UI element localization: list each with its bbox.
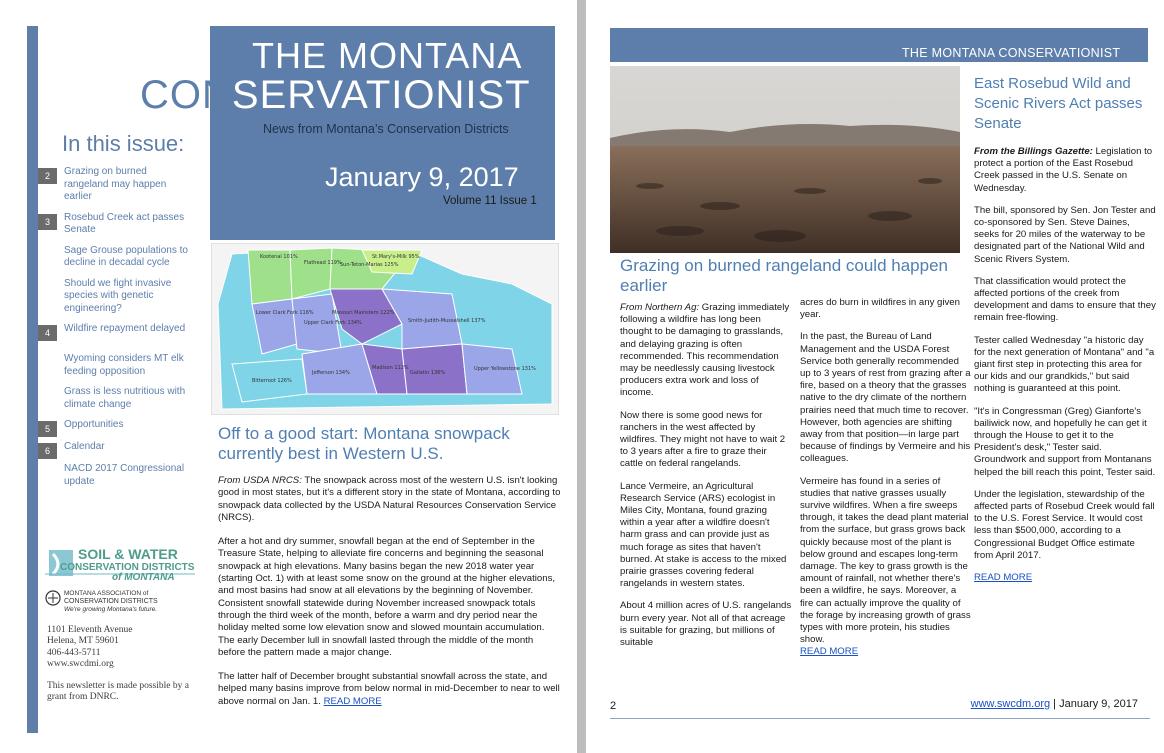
toc-item-label: Wildfire repayment delayed [64, 323, 186, 334]
newsletter-page-1 [0, 0, 577, 753]
grazing-paragraph: About 4 million acres of U.S. rangelands burn every year. Not all of that acreage is suitable for grazing, but millions of suitable [620, 600, 792, 649]
address-phone: 406-443-5711 [47, 647, 101, 658]
toc-item-label: Opportunities [64, 419, 124, 430]
page-number: 2 [610, 700, 617, 712]
toc-item-label: Should we fight invasive species with genetic engineering? [64, 277, 172, 314]
snowpack-paragraph [218, 475, 563, 524]
footer-info [971, 698, 1138, 710]
address-web: www.swcdmi.org [47, 658, 114, 669]
toc-item[interactable] [38, 353, 188, 378]
toc-item-label: Rosebud Creek act passes Senate [64, 211, 185, 235]
grazing-column-1 [620, 302, 792, 659]
grazing-text: Vermeire has found in a series of studies that native grasses usually survive wildfires. When a fire sweeps through, it takes the dead plant material from the surface, but grass grows back quickly because most of the plant is below ground and escapes long-term damage. The key to grass growth is the amount of rainfall, not whether there's been a wildfire, he says. Moreover, a fire can actually improve the quality of the forage by increasing growth of grass types with more protein, his studies show. [800, 475, 971, 646]
grazing-paragraph [620, 302, 792, 400]
grazing-paragraph: acres do burn in wildfires in any given year. [800, 297, 960, 321]
toc-page-number: 5 [38, 421, 57, 437]
toc-item[interactable] [38, 323, 188, 345]
grazing-paragraph [800, 476, 972, 647]
svg-text:Upper Yellowstone 131%: Upper Yellowstone 131% [474, 366, 536, 372]
snowpack-read-more-link[interactable]: READ MORE [323, 695, 382, 707]
rosebud-paragraph: The bill, sponsored by Sen. Jon Tester and co-sponsored by Sen. Steve Daines, seeks for 20 miles of the waterway to be designated part of the National Wild and Scenic Rivers System. [974, 204, 1156, 265]
toc-item-label: NACD 2017 Congressional update [64, 463, 185, 487]
page-gutter [577, 0, 586, 753]
rosebud-column [974, 146, 1156, 584]
address-street: 1101 Eleventh Avenue [47, 625, 133, 635]
toc-item[interactable] [38, 278, 188, 316]
svg-text:Madison 112%: Madison 112% [372, 365, 409, 371]
toc-page-number: 4 [38, 325, 57, 341]
logo-assoc-line1: MONTANA ASSOCIATION of [64, 590, 149, 597]
grazing-headline: Grazing on burned rangeland could happen earlier [620, 256, 948, 295]
masthead-title-line2 [140, 73, 531, 118]
snowpack-source: From USDA NRCS: [218, 475, 302, 486]
toc-item[interactable] [38, 441, 188, 455]
rosebud-text: Legislation to protect a portion of the East Rosebud Creek passed in the U.S. Senate on Wednesday. [974, 146, 1153, 194]
newsletter-page-2 [586, 0, 1164, 753]
footer-website-link[interactable]: www.swcdm.org [970, 698, 1051, 710]
table-of-contents [38, 166, 188, 496]
svg-text:Lower Clark Fork 116%: Lower Clark Fork 116% [256, 310, 314, 316]
grazing-paragraph: Lance Vermeire, an Agricultural Research Service (ARS) ecologist in Miles City, Montana, found grazing within a year after a wildfire doesn't harm grass and can provide just as much forage as sites that haven't burned. At stake is access to the mixed prairie grasses covering federal rangelands in western states. [620, 480, 787, 590]
page-header-title: THE MONTANA CONSERVATIONIST [902, 46, 1121, 60]
snowpack-text: The snowpack across most of the western U.S. isn't looking good in most states, but it's a different story in the state of Montana, according to snowpack data collected by the USDA Natural Resources Conservation Service (NRCS). [218, 475, 561, 523]
grazing-source: From Northern Ag: [620, 302, 700, 313]
issue-date: January 9, 2017 [325, 162, 519, 192]
rosebud-paragraph: That classification would protect the affected portions of the creek from development and dams to ensure that they remain free-flowing. [974, 275, 1156, 324]
svg-text:Smith-Judith-Musselshell 137%: Smith-Judith-Musselshell 137% [408, 318, 486, 324]
toc-item-label: Sage Grouse populations to decline in decadal cycle [64, 244, 188, 268]
issue-volume: Volume 11 Issue 1 [443, 195, 537, 207]
snowpack-paragraph: After a hot and dry summer, snowfall began at the end of September in the Treasure State, helping to alleviate fire concerns and beginning the seasonal snowpack at high elevations. Many basins began the new 2018 water year (starting Oct. 1) with at least some snow on the ground at the higher elevations, and most basins had snow at all elevations by the beginning of November. Consistent snowfall statewide during November increased snowpack totals through the third week of the month, before a warm and dry period near the holiday melted some low elevation snow and slowed mountain accumulation. The early December lull in snowfall lasted through the middle of the month before the pattern made a major change. [218, 536, 556, 658]
svg-text:St.Mary's-Milk 95%: St.Mary's-Milk 95% [372, 254, 420, 260]
svg-text:Upper Clark Fork 134%: Upper Clark Fork 134% [304, 320, 362, 326]
left-accent-bar [27, 26, 38, 733]
toc-page-number: 6 [38, 443, 57, 459]
toc-item[interactable] [38, 463, 188, 488]
footer-date: January 9, 2017 [1059, 698, 1138, 710]
grazing-column-2 [800, 297, 972, 659]
logo-line2: CONSERVATION DISTRICTS [60, 562, 195, 573]
rosebud-paragraph: "It's in Congressman (Greg) Gianforte's bailiwick now, and hopefully he can get it through the House to get it to the President's desk," Tester said. Groundwork and support from Montanans helped the bill reach this point, Tester said. [974, 405, 1156, 478]
grazing-paragraph: Now there is some good news for ranchers in the west affected by wildfires. They might not have to wait 2 to 3 years after a fire to graze their cattle on federal rangelands. [620, 409, 786, 470]
snowpack-basin-map [211, 243, 559, 415]
svg-text:Kootenai 101%: Kootenai 101% [260, 254, 298, 260]
toc-item[interactable] [38, 386, 188, 411]
toc-item-label: Calendar [64, 441, 105, 452]
footer-separator: | [1050, 698, 1060, 710]
rosebud-paragraph [974, 146, 1156, 195]
svg-text:Bitterroot 126%: Bitterroot 126% [252, 378, 292, 384]
montana-basin-map-graphic [212, 244, 559, 415]
svg-text:Missouri Mainstem 122%: Missouri Mainstem 122% [332, 310, 395, 316]
burned-rangeland-photo [610, 66, 960, 253]
masthead-title-line1: THE MONTANA [252, 35, 523, 76]
rosebud-read-more-link[interactable]: READ MORE [974, 572, 1033, 584]
toc-page-number: 3 [38, 214, 57, 230]
rosebud-paragraph: Under the legislation, stewardship of the affected parts of Rosebud Creek would fall to the U.S. Forest Service. It would cost less than $500,000, according to a Congressional Budget Office estimate from April 2017. [974, 488, 1155, 561]
masthead-title-rest: SERVATIONIST [231, 73, 531, 117]
svg-text:Jefferson 134%: Jefferson 134% [312, 370, 350, 376]
burned-rangeland-image [610, 66, 960, 253]
grazing-text: Grazing immediately following a wildfire has long been thought to be damaging to grasslands, and delaying grazing is often recommended. This recommendation may be needlessly causing livestock producers extra work and loss of income. [620, 302, 790, 399]
toc-item-label: Wyoming considers MT elk feeding opposition [64, 353, 184, 377]
snowpack-headline: Off to a good start: Montana snowpack currently best in Western U.S. [218, 424, 510, 463]
masthead-subtitle: News from Montana’s Conservation Districts [263, 122, 509, 136]
svg-text:Gallatin 136%: Gallatin 136% [410, 370, 446, 376]
toc-item-label: Grass is less nutritious with climate change [64, 386, 186, 410]
logo-assoc-line2: CONSERVATION DISTRICTS [64, 598, 158, 605]
rosebud-headline: East Rosebud Wild and Scenic Rivers Act passes Senate [974, 75, 1143, 132]
logo-line1: SOIL & WATER [78, 546, 178, 562]
grazing-read-more-link[interactable]: READ MORE [800, 646, 859, 658]
grazing-paragraph: In the past, the Bureau of Land Management and the USDA Forest Service both generally recommended up to 3 years of rest from grazing after a fire, based on a theory that the grasses native to the dry climate of the northern prairies need that much time to recover. However, both agencies are shifting away from that position—in large part because of findings by Vermeire and his colleagues. [800, 331, 971, 465]
toc-item[interactable] [38, 212, 188, 237]
grant-note: This newsletter is made possible by a grant from DNRC. [47, 681, 189, 703]
logo-tagline: We're growing Montana's future. [64, 606, 158, 613]
rosebud-paragraph: Tester called Wednesday "a historic day for the next generation of Montana" and "a giant first step in protecting this area for our kids and our grandkids," but said nothing is guaranteed at this point. [974, 334, 1155, 395]
toc-item[interactable] [38, 166, 188, 204]
svg-text:Sun-Teton-Marias 125%: Sun-Teton-Marias 125% [340, 262, 399, 268]
logo-line3: of MONTANA [112, 572, 175, 583]
snowpack-paragraph [218, 671, 563, 708]
rosebud-source: From the Billings Gazette: [974, 146, 1093, 157]
address-city: Helena, MT 59601 [47, 636, 119, 647]
svg-text:Flathead 119%: Flathead 119% [304, 260, 342, 266]
toc-item[interactable] [38, 245, 188, 270]
footer-rule [610, 718, 1150, 719]
toc-title: In this issue: [62, 131, 185, 156]
masthead-title-con: CON [140, 73, 232, 117]
contact-address [47, 625, 132, 670]
snowpack-text: The latter half of December brought substantial snowfall across the state, and helped many basins improve from below normal in mid-December to near to well above normal on Jan. 1. [218, 671, 560, 707]
toc-item[interactable] [38, 419, 188, 433]
toc-item-label: Grazing on burned rangeland may happen earlier [64, 166, 167, 202]
snowpack-article [218, 475, 563, 720]
toc-page-number: 2 [38, 168, 57, 184]
